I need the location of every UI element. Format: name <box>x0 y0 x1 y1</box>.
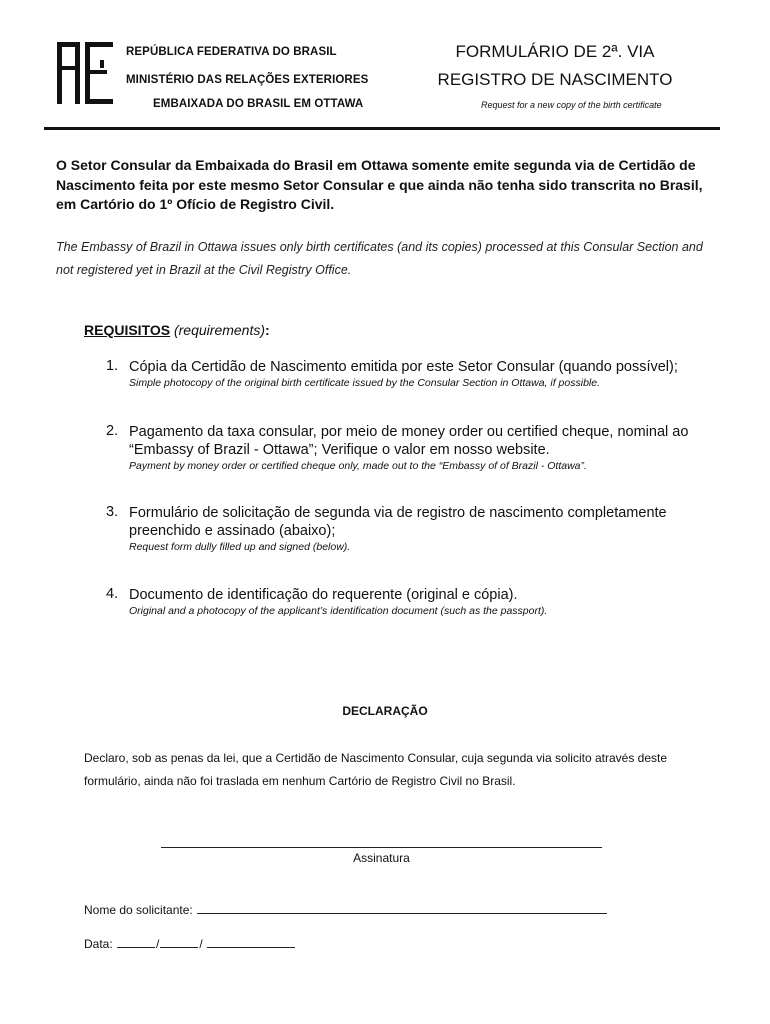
requirement-text-en: Original and a photocopy of the applicant’s identification document (such as the passport). <box>129 605 548 617</box>
date-label: Data: <box>84 937 113 951</box>
requirement-text-en: Request form dully filled up and signed (below). <box>129 541 351 553</box>
requirement-number: 4. <box>106 586 119 602</box>
date-row <box>84 936 296 951</box>
intro-english: The Embassy of Brazil in Ottawa issues only birth certificates (and its copies) processed at this Consular Section and not registered yet in Brazil at the Civil Registry Office. <box>56 240 703 277</box>
declaration-title: DECLARAÇÃO <box>342 704 428 718</box>
date-month-field[interactable] <box>160 936 198 948</box>
requirement-text: Cópia da Certidão de Nascimento emitida por este Setor Consular (quando possível); <box>129 359 678 375</box>
requirement-item-1 <box>106 358 706 390</box>
requirement-item-3 <box>106 504 706 554</box>
date-separator: / <box>156 937 160 951</box>
declaration-text: Declaro, sob as penas da lei, que a Certidão de Nascimento Consular, cuja segunda via solicito através deste formulário, ainda não foi traslada em nenhum Cartório de Registro Civil no Brasil. <box>84 751 668 788</box>
requirement-number: 1. <box>106 358 119 374</box>
requirements-heading <box>84 322 270 338</box>
applicant-name-field[interactable] <box>197 902 607 914</box>
intro-portuguese: O Setor Consular da Embaixada do Brasil em Ottawa somente emite segunda via de Certidão de Nascimento feita por este mesmo Setor Consular e que ainda não tenha sido transcrita no Brasil, em Cartório do 1º Ofício de Registro Civil. <box>56 157 703 212</box>
date-day-field[interactable] <box>117 936 155 948</box>
date-separator: / <box>199 937 203 951</box>
header-embassy: EMBAIXADA DO BRASIL EM OTTAWA <box>153 98 364 110</box>
requirement-text: Documento de identificação do requerente (original e cópia). <box>129 587 518 603</box>
applicant-name-row <box>84 902 608 917</box>
signature-line[interactable] <box>161 847 602 848</box>
requirement-number: 2. <box>106 423 119 439</box>
requirements-title-en: (requirements) <box>173 322 266 338</box>
requirement-number: 3. <box>106 504 119 520</box>
requirements-title: REQUISITOS <box>84 322 171 338</box>
requirement-text: Pagamento da taxa consular, por meio de money order ou certified cheque, nominal ao “Embassy of Brazil - Ottawa”; Verifique o valor em nosso website. <box>129 424 689 458</box>
header-divider <box>44 127 720 130</box>
form-subtitle: Request for a new copy of the birth certificate <box>481 100 662 110</box>
header-republic: REPÚBLICA FEDERATIVA DO BRASIL <box>126 46 337 58</box>
header-ministry: MINISTÉRIO DAS RELAÇÕES EXTERIORES <box>126 74 369 86</box>
requirement-text: Formulário de solicitação de segunda via de registro de nascimento completamente preenchido e assinado (abaixo); <box>129 505 667 539</box>
requirements-colon: : <box>265 322 270 338</box>
signature-label: Assinatura <box>353 851 410 865</box>
date-year-field[interactable] <box>207 936 295 948</box>
requirement-item-2 <box>106 423 706 473</box>
requirement-text-en: Simple photocopy of the original birth certificate issued by the Consular Section in Ottawa, if possible. <box>129 377 600 389</box>
requirement-item-4 <box>106 586 706 618</box>
form-title-line2: REGISTRO DE NASCIMENTO <box>437 70 673 89</box>
applicant-name-label: Nome do solicitante: <box>84 903 193 917</box>
form-title-line1: FORMULÁRIO DE 2ª. VIA <box>455 42 655 61</box>
requirement-text-en: Payment by money order or certified cheque only, made out to the “Embassy of of Brazil - Ottawa”. <box>129 460 587 472</box>
embassy-logo <box>56 42 114 104</box>
